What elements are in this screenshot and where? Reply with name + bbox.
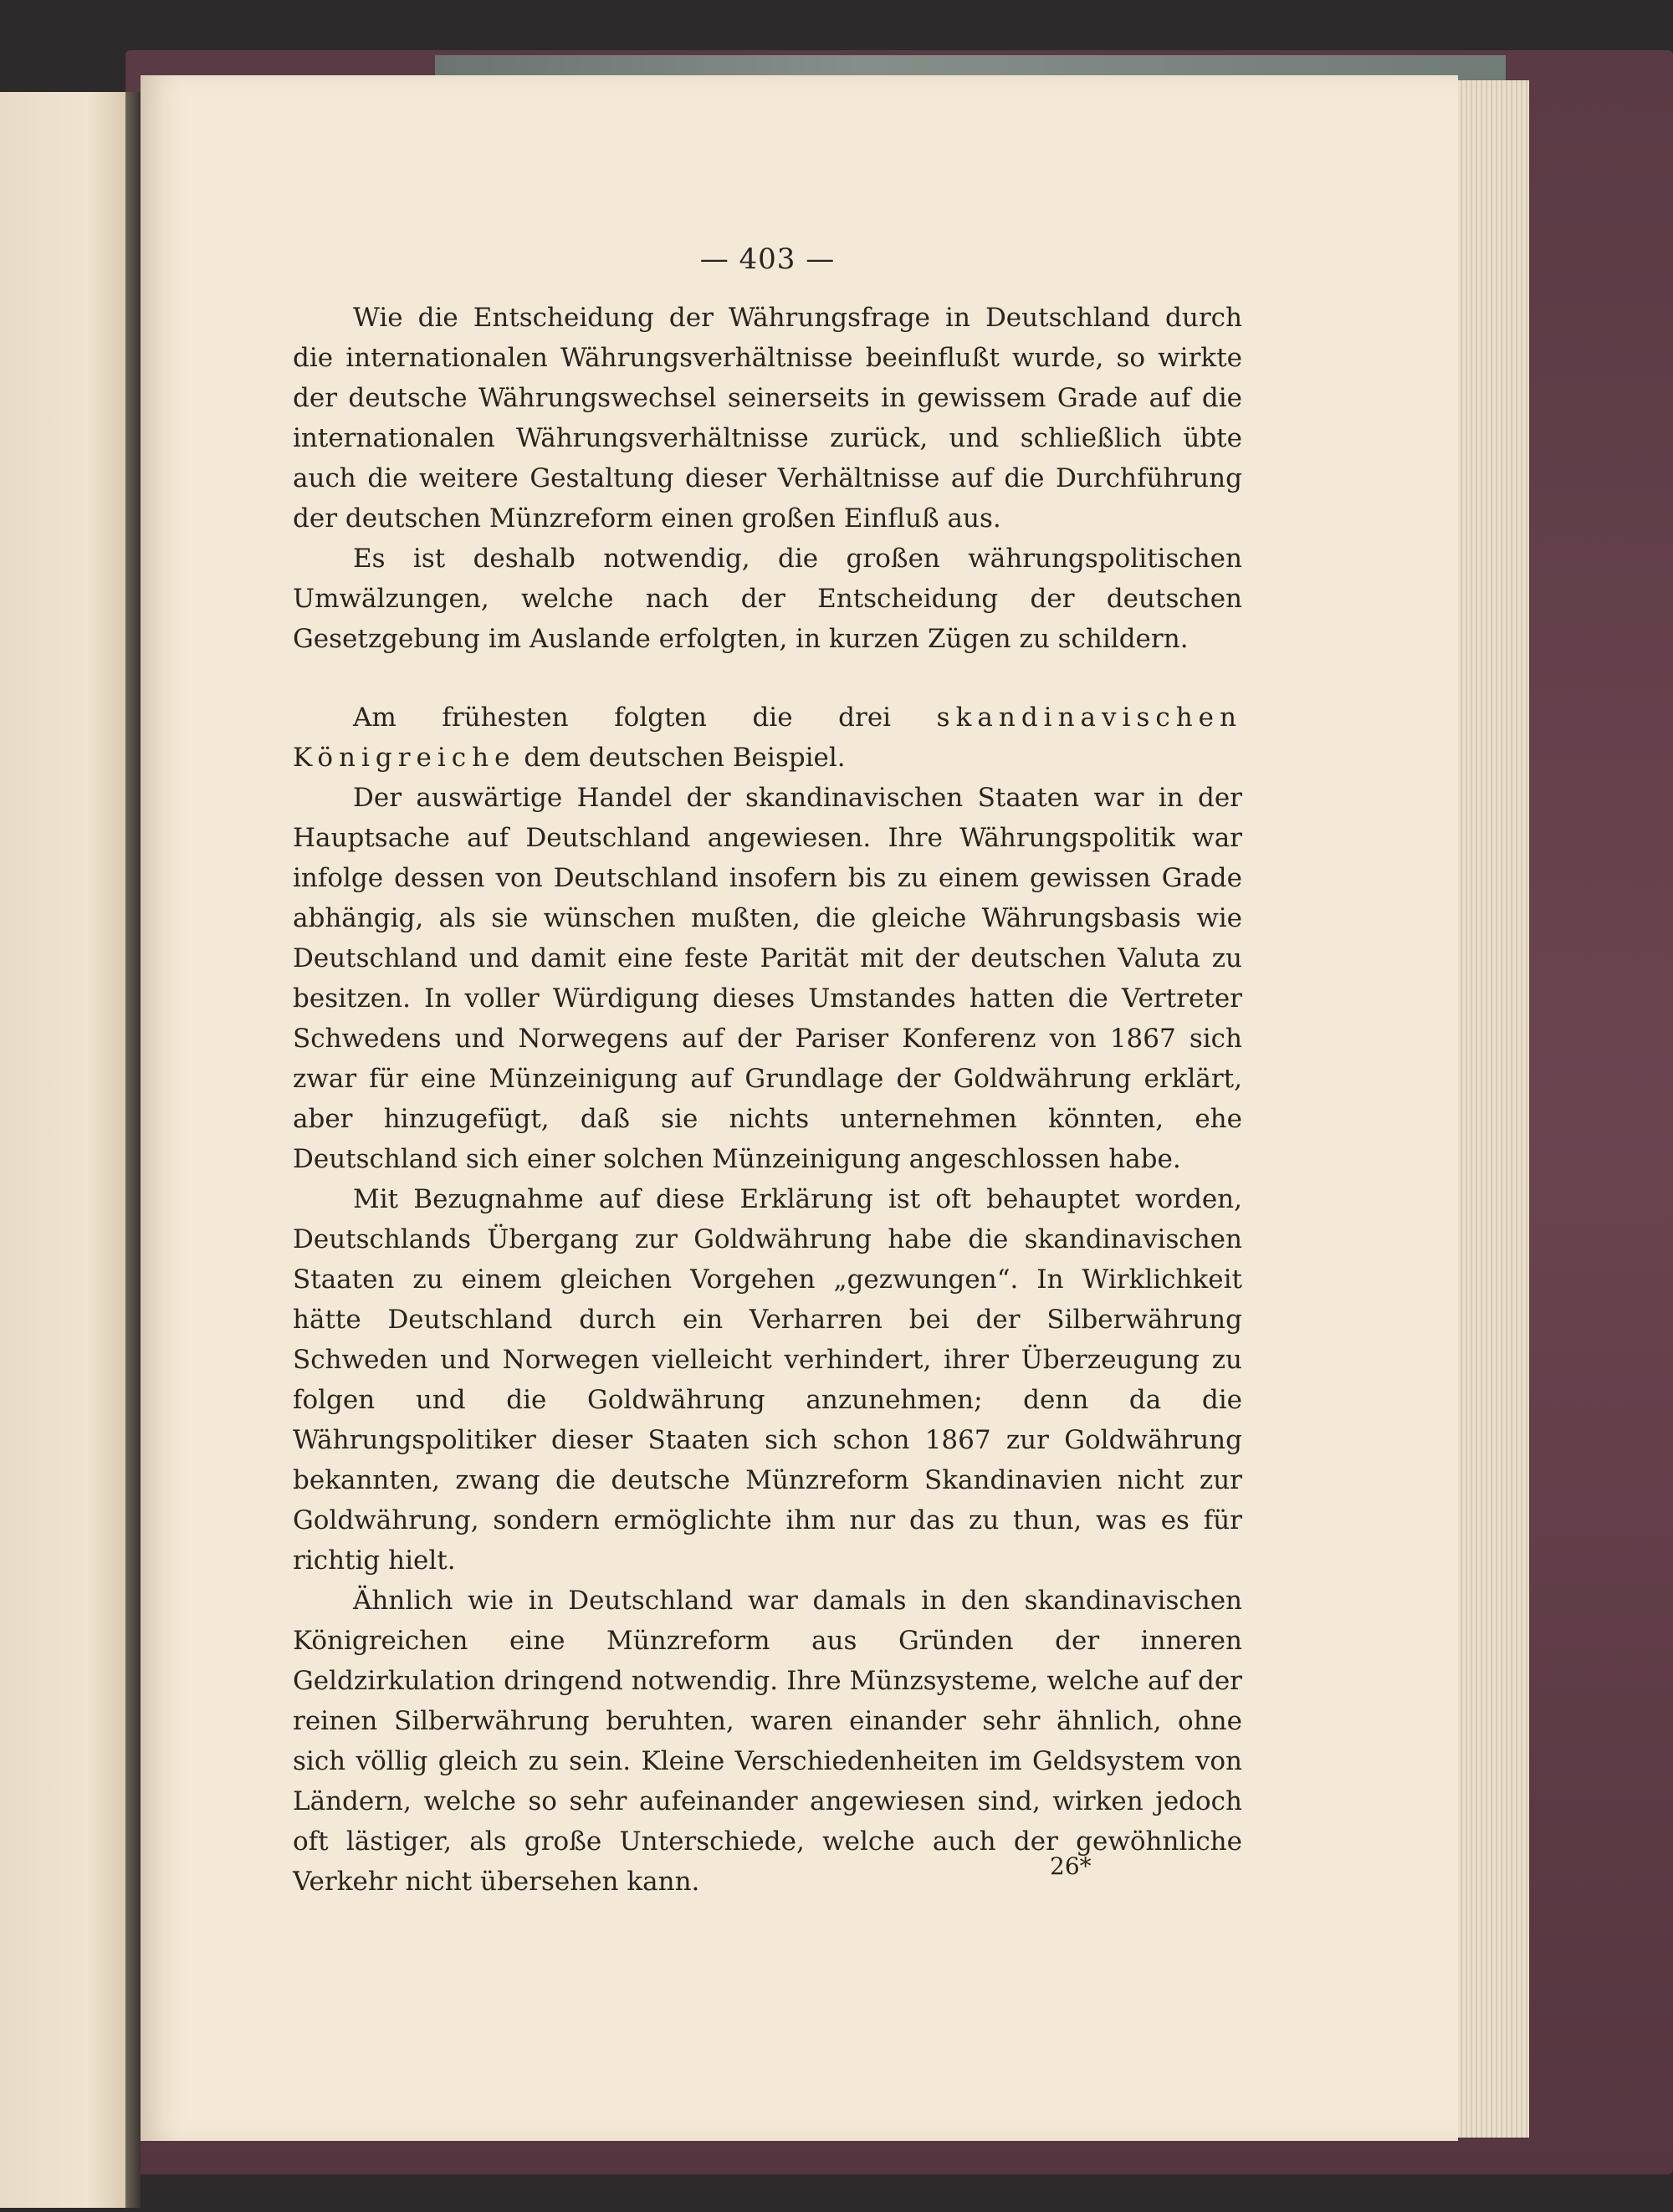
page-content	[293, 243, 1242, 1902]
section-gap	[293, 659, 1242, 697]
intro-emphasis: skandinavischen Königreiche	[293, 702, 1242, 773]
page-number: — 403 —	[699, 243, 836, 276]
paragraph: Der auswärtige Handel der skandinavischen Staaten war in der Hauptsache auf Deutschland angewiesen. Ihre Währungspolitik war infolge dessen von Deutschland insofern bis zu einem gewissen Grade abhängig, als sie wünschen mußten, die gleiche Währungsbasis wie Deutschland und damit eine feste Parität mit der deutschen Valuta zu besitzen. In voller Würdigung dieses Umstandes hatten die Vertreter Schwedens und Norwegens auf der Pariser Konferenz von 1867 sich zwar für eine Münzeinigung auf Grundlage der Goldwährung erklärt, aber hinzugefügt, daß sie nichts unternehmen könnten, ehe Deutschland sich einer solchen Münzeinigung angeschlossen habe.	[293, 783, 1242, 1174]
intro-text-before: Am frühesten folgten die drei	[353, 702, 937, 733]
signature-mark: 26*	[1050, 1852, 1092, 1880]
paragraph: Ähnlich wie in Deutschland war damals in den skandinavischen Königreichen eine Münzreform aus Gründen der inneren Geldzirkulation dringend notwendig. Ihre Münzsysteme, welche auf der reinen Silberwährung beruhten, waren einander sehr ähnlich, ohne sich völlig gleich zu sein. Kleine Verschiedenheiten im Geldsystem von Ländern, welche so sehr aufeinander angewiesen sind, wirken jedoch oft lästiger, als große Unterschiede, welche auch der gewöhnliche Verkehr nicht übersehen kann.	[293, 1586, 1242, 1897]
left-page-edge	[0, 92, 125, 2208]
intro-text-after: dem deutschen Beispiel.	[515, 743, 846, 773]
page-stack-edge	[1458, 80, 1529, 2138]
section-intro	[293, 697, 1242, 778]
paragraph: Wie die Entscheidung der Währungsfrage in Deutschland durch die internationalen Währungsverhältnisse beeinflußt wurde, so wirkte der deutsche Währungswechsel seinerseits in gewissem Grade auf die internationalen Währungsverhältnisse zurück, und schließlich übte auch die weitere Gestaltung dieser Verhältnisse auf die Durchführung der deutschen Münzreform einen großen Einfluß aus.	[293, 303, 1242, 534]
book-gutter	[125, 92, 141, 2208]
paragraph: Es ist deshalb notwendig, die großen währungspolitischen Umwälzungen, welche nach der Entscheidung der deutschen Gesetzgebung im Auslande erfolgten, in kurzen Zügen zu schildern.	[293, 544, 1242, 654]
paragraph: Mit Bezugnahme auf diese Erklärung ist oft behauptet worden, Deutschlands Übergang zur Goldwährung habe die skandinavischen Staaten zu einem gleichen Vorgehen „gezwungen“. In Wirklichkeit hätte Deutschland durch ein Verharren bei der Silberwährung Schweden und Norwegen vielleicht verhindert, ihrer Überzeugung zu folgen und die Goldwährung anzunehmen; denn da die Währungspolitiker dieser Staaten sich schon 1867 zur Goldwährung bekannten, zwang die deutsche Münzreform Skandinavien nicht zur Goldwährung, sondern ermöglichte ihm nur das zu thun, was es für richtig hielt.	[293, 1184, 1242, 1576]
